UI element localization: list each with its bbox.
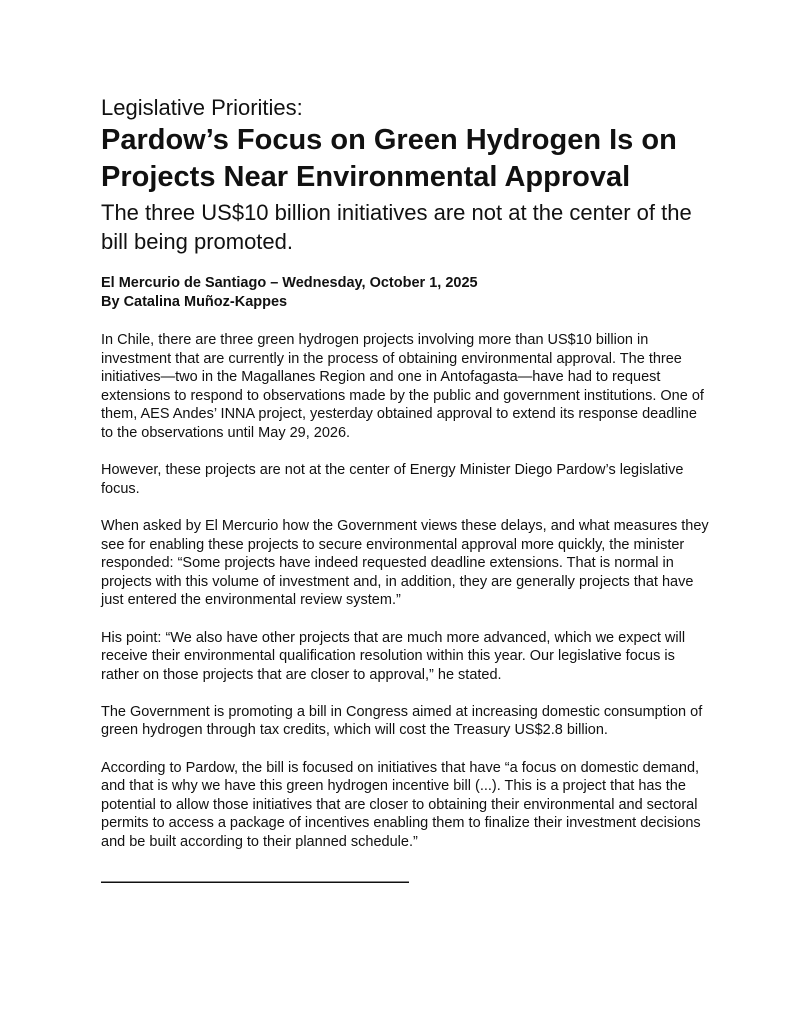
headline: Pardow’s Focus on Green Hydrogen Is on Projects Near Environmental Approval xyxy=(101,124,677,193)
source-line: El Mercurio de Santiago – Wednesday, October 1, 2025 xyxy=(101,275,478,291)
body-paragraph: The Government is promoting a bill in Congress aimed at increasing domestic consumption of green hydrogen through tax credits, which will cost the Treasury US$2.8 billion. xyxy=(101,703,703,739)
body-paragraph: However, these projects are not at the center of Energy Minister Diego Pardow’s legislative focus. xyxy=(101,462,684,497)
article xyxy=(101,94,711,892)
body-paragraph: When asked by El Mercurio how the Government views these delays, and what measures they see for enabling these projects to secure environmental approval more quickly, the minister responded: “Some projects have indeed requested deadline extensions. That is normal in projects with this volume of investment and, in addition, they are generally projects that have just entered the environmental review system.” xyxy=(101,517,709,609)
article-body xyxy=(101,331,711,852)
end-rule: —————————————— xyxy=(101,868,409,894)
subheadline: The three US$10 billion initiatives are not at the center of the bill being promoted. xyxy=(101,200,692,254)
byline xyxy=(101,274,711,312)
body-paragraph: His point: “We also have other projects that are much more advanced, which we expect will receive their environmental qualification resolution within this year. Our legislative focus is rather on those projects that are closer to approval,” he stated. xyxy=(101,629,686,683)
author-line: By Catalina Muñoz-Kappes xyxy=(101,294,288,310)
kicker: Legislative Priorities: xyxy=(101,95,303,120)
body-paragraph: According to Pardow, the bill is focused on initiatives that have “a focus on domestic demand, and that is why we have this green hydrogen incentive bill (...). This is a project that has the potential to allow those initiatives that are closer to obtaining their environmental and sectoral permits to access a package of incentives enabling them to finalize their investment decisions and be built according to their planned schedule.” xyxy=(101,759,701,851)
body-paragraph: In Chile, there are three green hydrogen projects involving more than US$10 billion in investment that are currently in the process of obtaining environmental approval. The three initiatives—two in the Magallanes Region and one in Antofagasta—have had to request extensions to respond to observations made by the public and government institutions. One of them, AES Andes’ INNA project, yesterday obtained approval to extend its response deadline to the observations until May 29, 2026. xyxy=(101,332,704,441)
